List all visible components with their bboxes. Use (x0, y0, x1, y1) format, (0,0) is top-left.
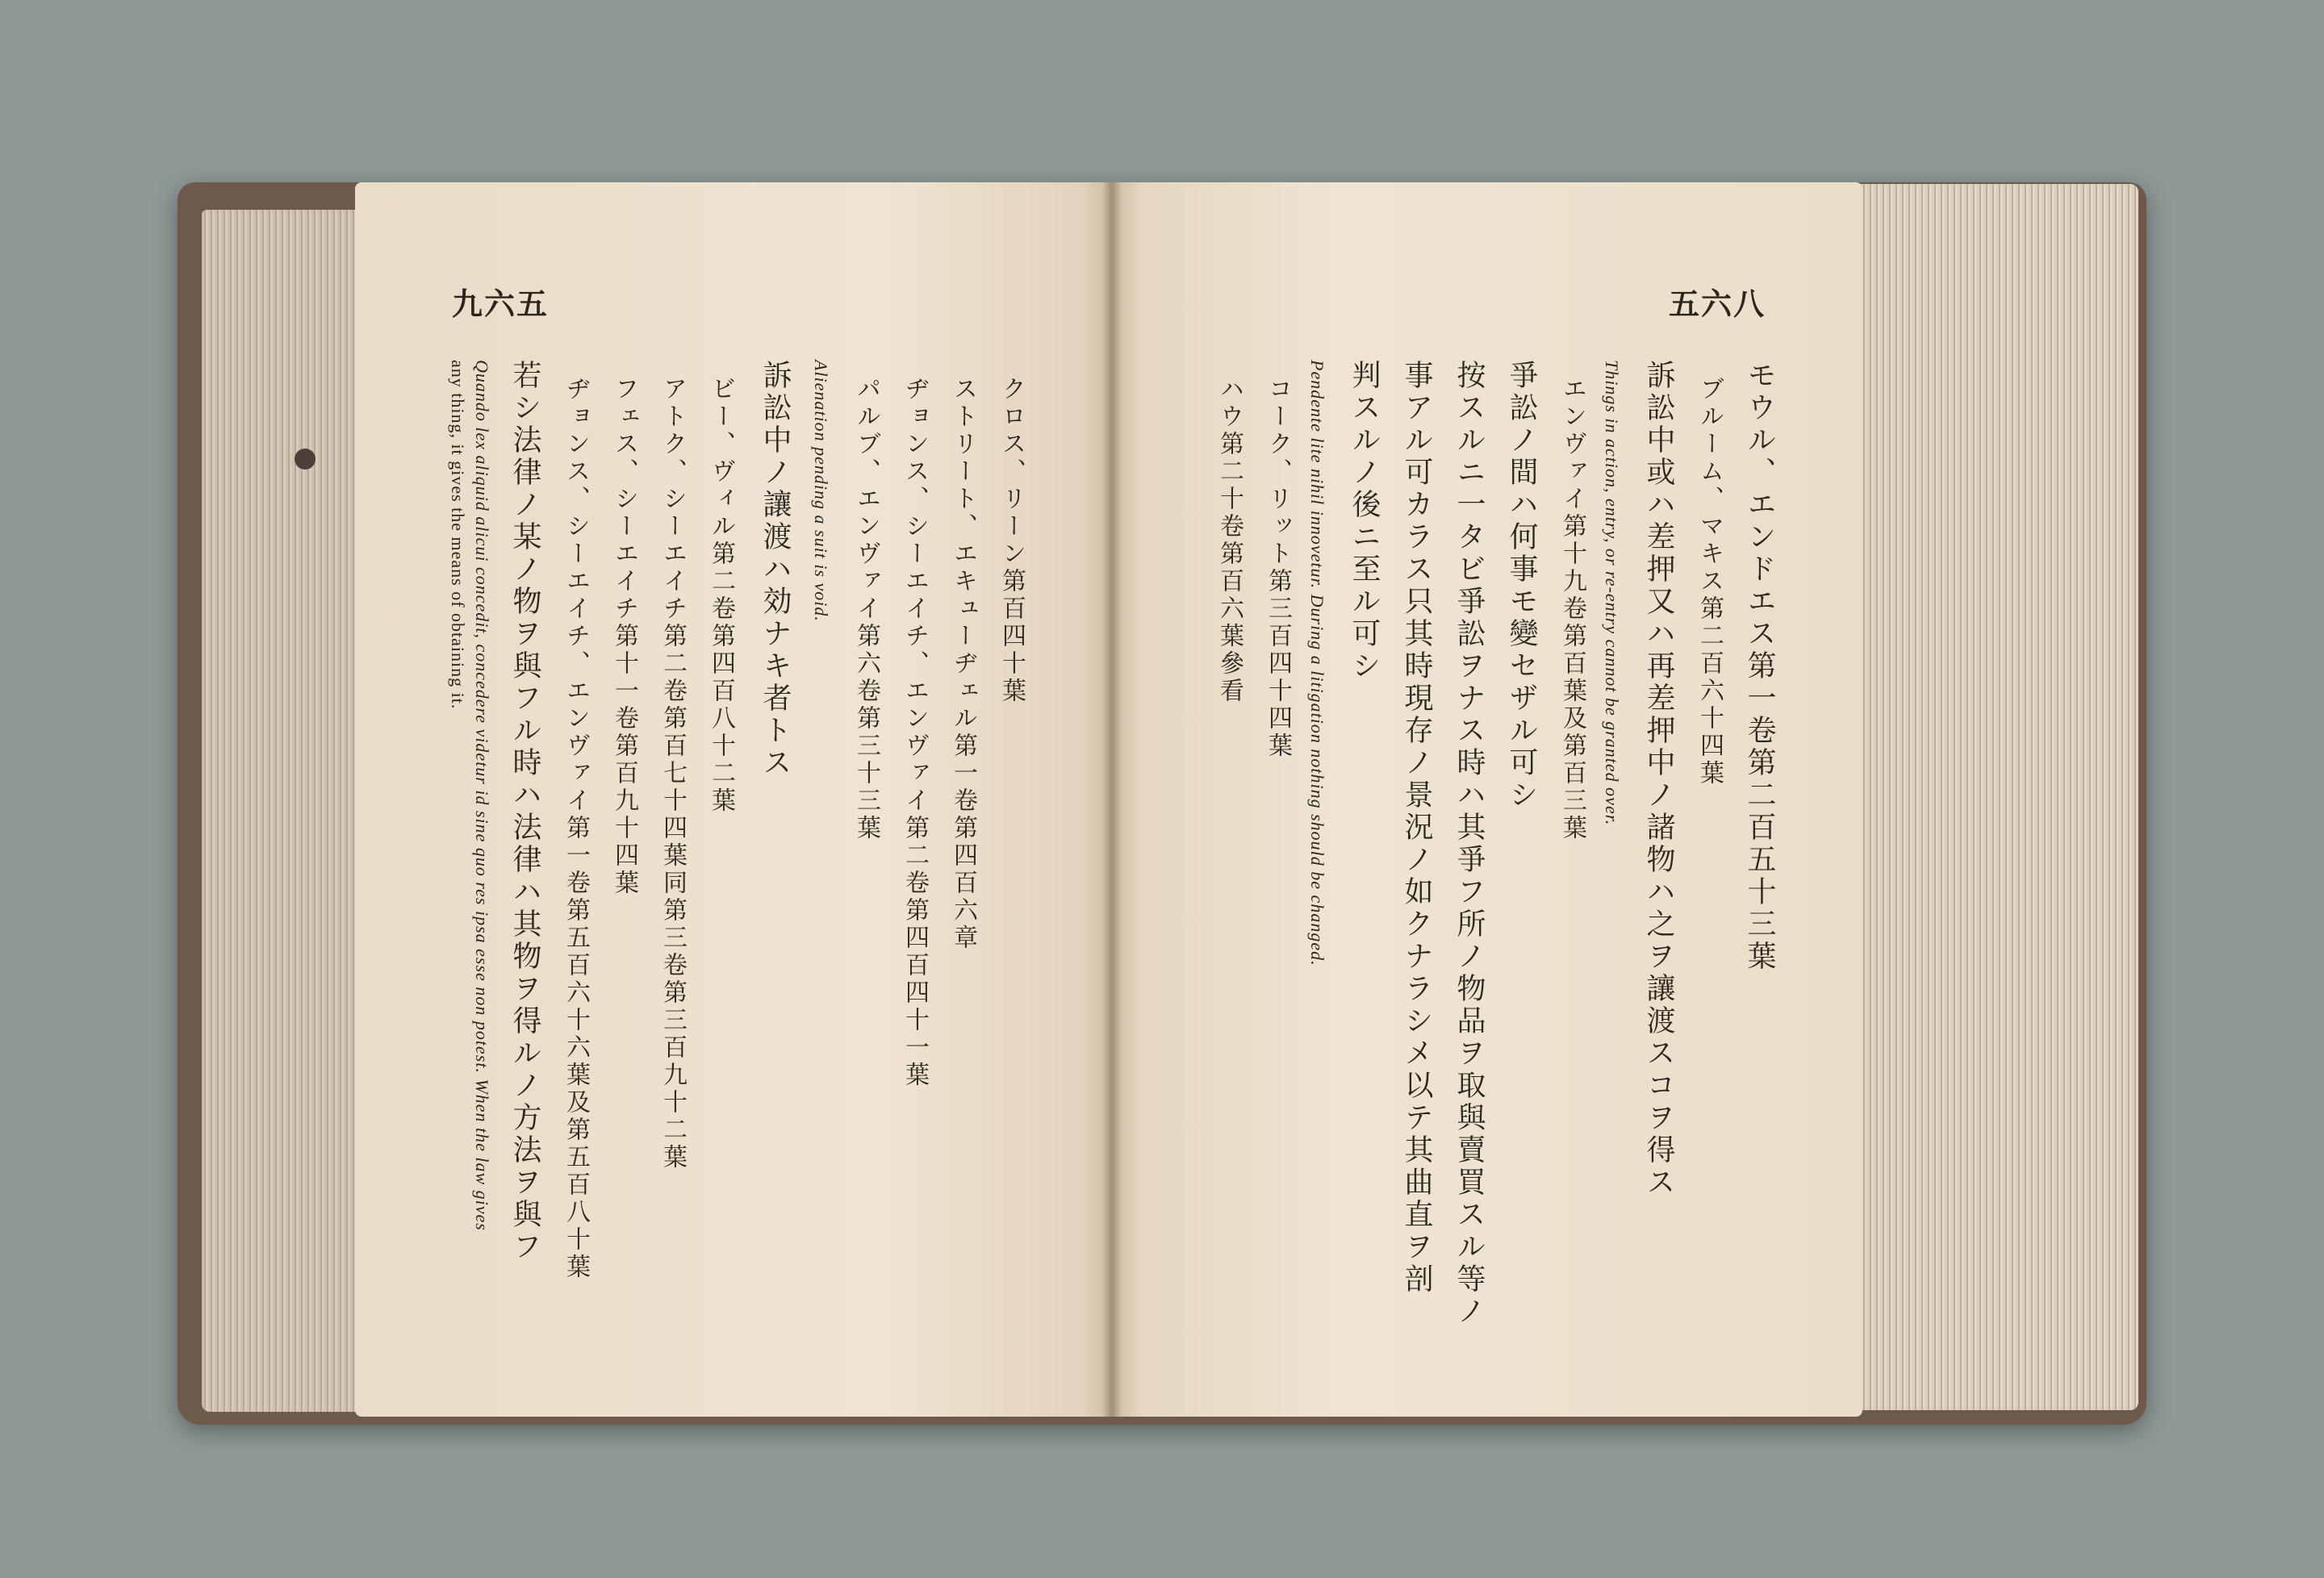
binding-hole (295, 449, 316, 470)
text-line: コーク、リット第三百四十四葉 (1264, 376, 1292, 760)
text-line: 訴訟中ノ讓渡ハ効ナキ者トス (759, 360, 792, 779)
text-line: 訴訟中或ハ差押又ハ再差押中ノ諸物ハ之ヲ讓渡スコヲ得ス (1642, 360, 1675, 1199)
text-line: フェス、シーエイチ第十一卷第百九十四葉 (610, 376, 638, 897)
text-line: ブルーム、マキス第二百六十四葉 (1695, 376, 1724, 787)
text-line: モウル、エンドエス第一卷第二百五十三葉 (1743, 360, 1776, 973)
right-page (1112, 182, 1862, 1417)
english-line: Alienation pending a suit is void. (811, 360, 831, 622)
text-line: ハウ第二十卷第百六葉參看 (1215, 376, 1244, 705)
text-line: ストリート、エキューヂェル第一卷第四百六章 (949, 376, 977, 952)
english-line: Quando lex aliquid alicui concedit, concedere videtur id sine quo res ipsa esse non potest. When the law gives (472, 360, 492, 1231)
english-line: Pendente lite nihil innovetur. During a litigation nothing should be changed. (1307, 360, 1327, 966)
text-line: パルブ、エンヴァイ第六卷第三十三葉 (852, 376, 880, 842)
text-line: 若シ法律ノ某ノ物ヲ與フル時ハ法律ハ其物ヲ得ルノ方法ヲ與フ (508, 360, 541, 1263)
right-page-number: 五六八 (1668, 286, 1766, 322)
text-line: 事アル可カラス只其時現存ノ景況ノ如クナラシメ以テ其曲直ヲ剖 (1400, 360, 1433, 1296)
spine-gutter (1102, 182, 1122, 1417)
left-page (355, 182, 1112, 1417)
text-line: 判スルノ後ニ至ル可シ (1348, 360, 1381, 683)
english-line: Things in action, entry, or re-entry cannot be granted over. (1602, 360, 1622, 826)
left-page-number: 九六五 (452, 286, 550, 322)
english-line: any thing, it gives the means of obtaining it. (448, 360, 468, 710)
text-line: ヂョンス、シーエイチ、エンヴァイ第一卷第五百六十六葉及第五百八十葉 (562, 376, 590, 1281)
text-line: 按スルニ一タビ爭訟ヲナス時ハ其爭フ所ノ物品ヲ取與賣買スル等ノ (1452, 360, 1486, 1328)
page-edges-right (1848, 184, 2138, 1410)
text-line: エンヴァイ第十九卷第百葉及第百三葉 (1558, 376, 1586, 842)
page-edges-left (202, 210, 379, 1412)
text-line: ヂョンス、シーエイチ、エンヴァイ第二卷第四百四十一葉 (901, 376, 929, 1089)
text-line: 爭訟ノ間ハ何事モ變セザル可シ (1505, 360, 1538, 812)
text-line: ビー、ヴィル第二卷第四百八十二葉 (707, 376, 735, 815)
text-line: アトク、シーエイチ第二卷第百七十四葉同第三卷第三百九十二葉 (658, 376, 687, 1171)
text-line: クロス、リーン第百四十葉 (997, 376, 1026, 705)
